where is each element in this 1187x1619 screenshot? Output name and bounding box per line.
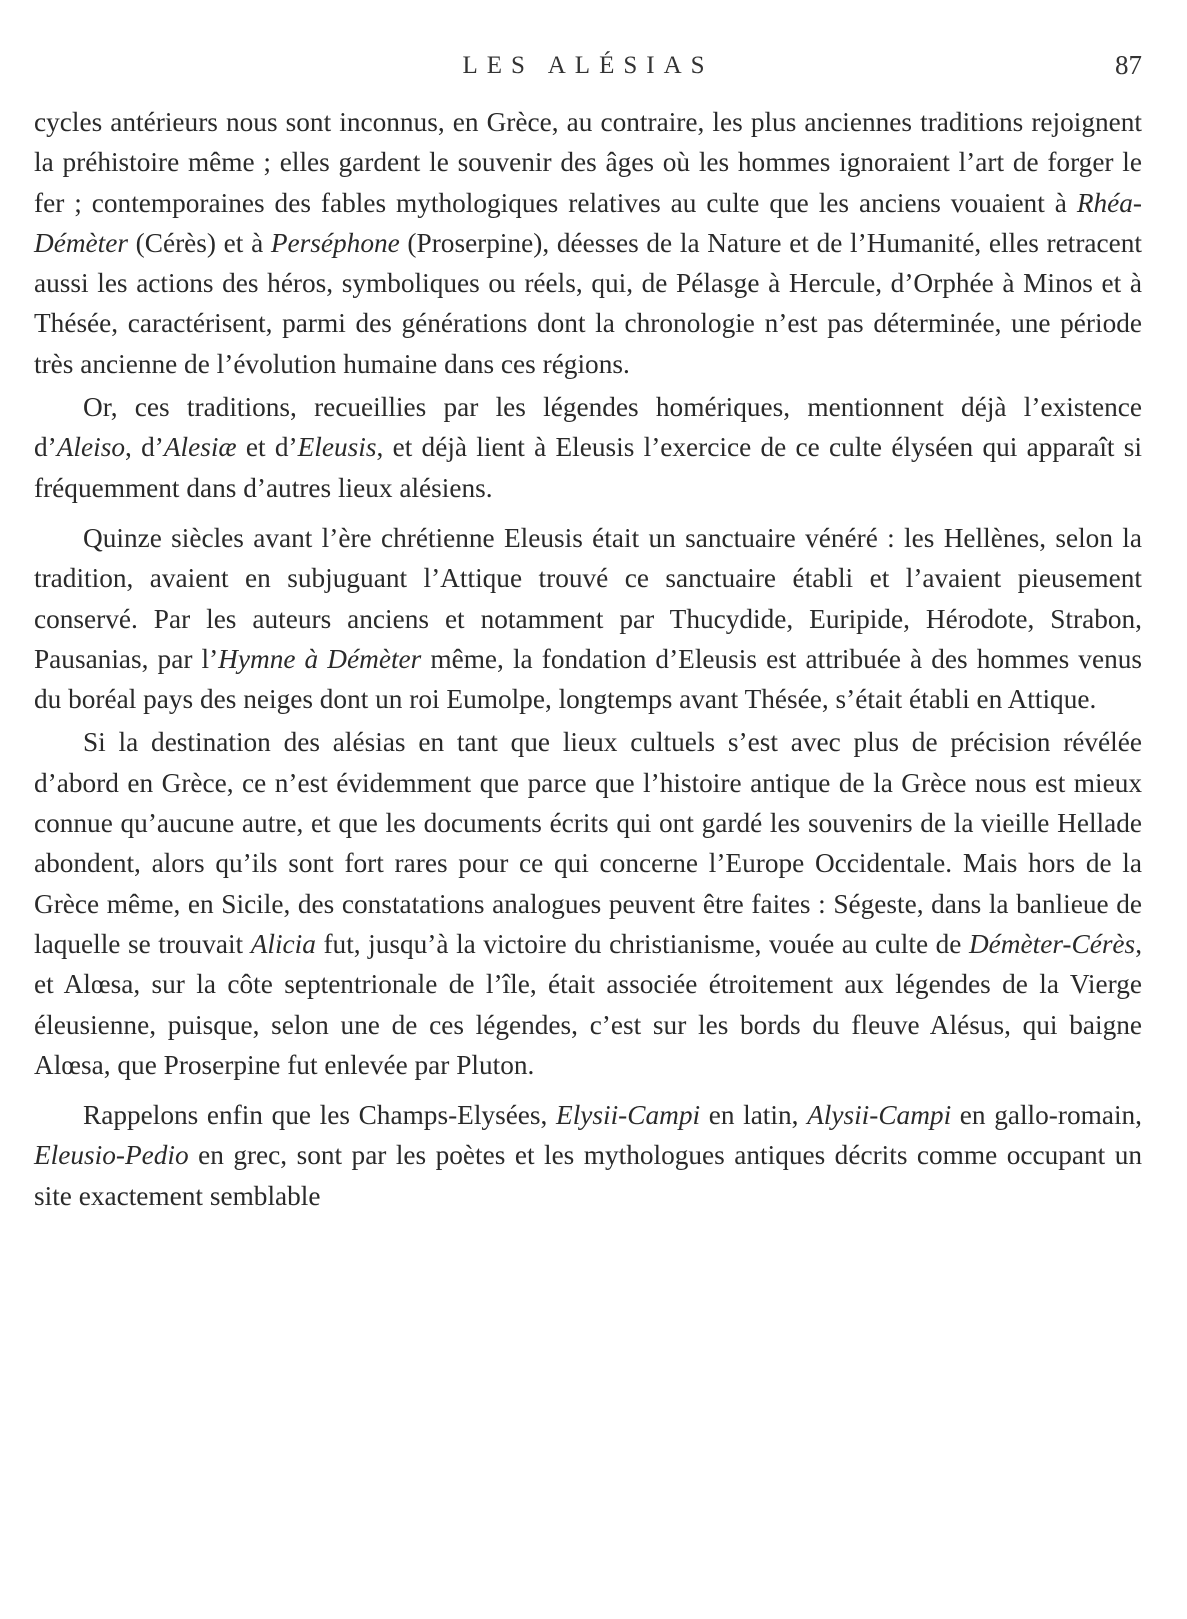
paragraph (34, 722, 1142, 1085)
body-text (34, 102, 1142, 1216)
italic-text: Eleusis (297, 432, 377, 463)
text-run: même, la fondation d’Eleusis est attribuée à des hommes venus du boréal pays des neiges dont un roi Eumolpe, longtemps avant Thésée, s’était établi en Attique. (34, 643, 1142, 715)
text-run: , d’ (124, 432, 164, 463)
text-run: Or, ces traditions, recueillies par les légendes homériques, mentionnent déjà l’existence d’ (34, 392, 1142, 463)
text-run: fut, jusqu’à la victoire du christianisme, vouée au culte de (315, 928, 969, 959)
text-run: Rappelons enfin que les Champs-Elysées, (83, 1100, 557, 1131)
italic-text: Hymne à Démèter (218, 643, 422, 674)
paragraph (34, 102, 1142, 384)
book-page (34, 38, 1142, 1598)
italic-text: Aleiso (56, 432, 125, 463)
italic-text: Alysii-Campi (807, 1100, 952, 1131)
italic-text: Alicia (250, 928, 316, 959)
italic-text: Perséphone (270, 227, 400, 258)
text-run: en grec, sont par les poètes et les mythologues antiques décrits comme occupant un site exactement semblable (34, 1140, 1142, 1211)
text-run: cycles antérieurs nous sont inconnus, en Grèce, au contraire, les plus anciennes traditions rejoignent la préhistoire même ; elles gardent le souvenir des âges où les hommes ignoraient l’art de forger le fer ; contemporaines des fables mythologiques relatives au culte que les anciens vouaient à (34, 107, 1142, 218)
text-run: , et Alœsa, sur la côte septentrionale de l’île, était associée étroitement aux légendes de la Vierge éleusienne, puisque, selon une de ces légendes, c’est sur les bords du fleuve Alésus, qui baigne Alœsa, que Proserpine fut enlevée par Pluton. (34, 928, 1143, 1080)
page-header (34, 38, 1142, 102)
text-run: en gallo-romain, (951, 1100, 1143, 1131)
italic-text: Elysii-Campi (556, 1100, 701, 1131)
text-run: et d’ (236, 432, 298, 463)
text-run: , et déjà lient à Eleusis l’exercice de ce culte élyséen qui apparaît si fréquemment dans d’autres lieux alésiens. (34, 432, 1142, 503)
italic-text: Eleusio-Pedio (34, 1140, 189, 1171)
text-run: Quinze siècles avant l’ère chrétienne Eleusis était un sanctuaire vénéré : les Hellènes, selon la tradition, avaient en subjuguant l’Attique trouvé ce sanctuaire établi et l’avaient pieusement conservé. Par les auteurs anciens et notamment par Thucydide, Euripide, Hérodote, Strabon, Pausanias, par l’ (34, 522, 1142, 674)
italic-text: Alesiæ (163, 432, 237, 463)
paragraph (34, 518, 1142, 719)
running-title: LES ALÉSIAS (462, 52, 714, 79)
italic-text: Rhéa-Démèter (34, 187, 1142, 258)
page-number: 87 (1115, 50, 1142, 80)
paragraph (34, 387, 1142, 508)
paragraph (34, 1095, 1142, 1216)
text-run: Si la destination des alésias en tant que lieux cultuels s’est avec plus de précision révélée d’abord en Grèce, ce n’est évidemment que parce que l’histoire antique de la Grèce nous est mieux connue qu’aucune autre, et que les documents écrits qui ont gardé les souvenirs de la vieille Hellade abondent, alors qu’ils sont fort rares pour ce qui concerne l’Europe Occidentale. Mais hors de la Grèce même, en Sicile, des constatations analogues peuvent être faites : Ségeste, dans la banlieue de laquelle se trouvait (34, 727, 1142, 959)
text-run: (Proserpine), déesses de la Nature et de l’Humanité, elles retracent aussi les actions des héros, symboliques ou réels, qui, de Pélasge à Hercule, d’Orphée à Minos et à Thésée, caractérisent, parmi des générations dont la chronologie n’est pas déterminée, une période très ancienne de l’évolution humaine dans ces régions. (34, 227, 1143, 379)
text-run: en latin, (700, 1100, 808, 1131)
italic-text: Démèter-Cérès (968, 928, 1136, 959)
text-run: (Cérès) et à (127, 227, 271, 258)
